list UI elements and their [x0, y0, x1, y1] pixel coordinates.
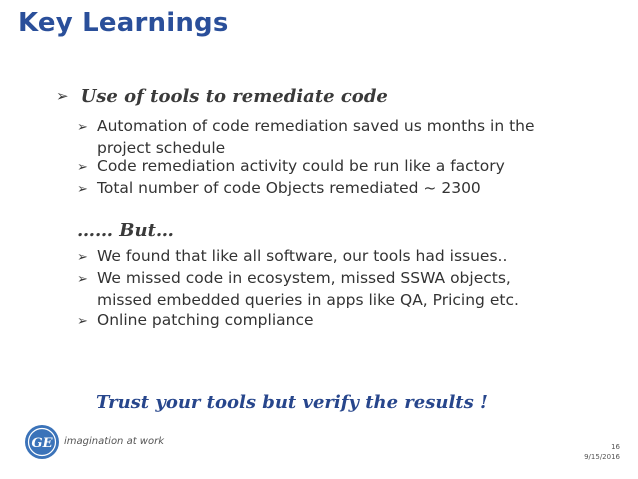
- arrow-bullet-icon: ➢: [77, 120, 88, 135]
- arrow-bullet-icon: ➢: [56, 87, 69, 105]
- arrow-bullet-icon: ➢: [77, 182, 88, 197]
- arrow-bullet-icon: ➢: [77, 314, 88, 329]
- arrow-bullet-icon: ➢: [77, 250, 88, 265]
- slide-title: Key Learnings: [18, 8, 229, 38]
- arrow-bullet-icon: ➢: [77, 272, 88, 287]
- tagline: imagination at work: [64, 436, 164, 447]
- page-number: 16: [611, 443, 620, 451]
- logo-monogram: GE: [31, 436, 53, 451]
- section1-heading: Use of tools to remediate code: [80, 86, 388, 107]
- bullet-text: We missed code in ecosystem, missed SSWA objects, missed embedded queries in apps like QA, Pricing etc.: [97, 269, 519, 309]
- bullet-text: Automation of code remediation saved us months in the project schedule: [97, 117, 535, 157]
- conclusion-text: Trust your tools but verify the results !: [96, 392, 488, 413]
- bullet-text: Total number of code Objects remediated ~ 2300: [97, 179, 481, 197]
- ge-logo-icon: [24, 424, 60, 460]
- section1-bullet-1: [77, 116, 567, 158]
- section1-heading-row: [56, 86, 388, 107]
- section2-bullet-2: [77, 268, 537, 310]
- bullet-text: We found that like all software, our tools had issues..: [97, 247, 508, 265]
- section2-bullet-3: [77, 310, 567, 332]
- bullet-text: Code remediation activity could be run like a factory: [97, 157, 505, 175]
- section1-bullet-3: [77, 178, 567, 200]
- arrow-bullet-icon: ➢: [77, 160, 88, 175]
- section2-bullet-1: [77, 246, 567, 268]
- slide-date: 9/15/2016: [584, 453, 620, 461]
- section2-heading: …… But…: [77, 220, 174, 241]
- section1-bullet-2: [77, 156, 567, 178]
- bullet-text: Online patching compliance: [97, 311, 314, 329]
